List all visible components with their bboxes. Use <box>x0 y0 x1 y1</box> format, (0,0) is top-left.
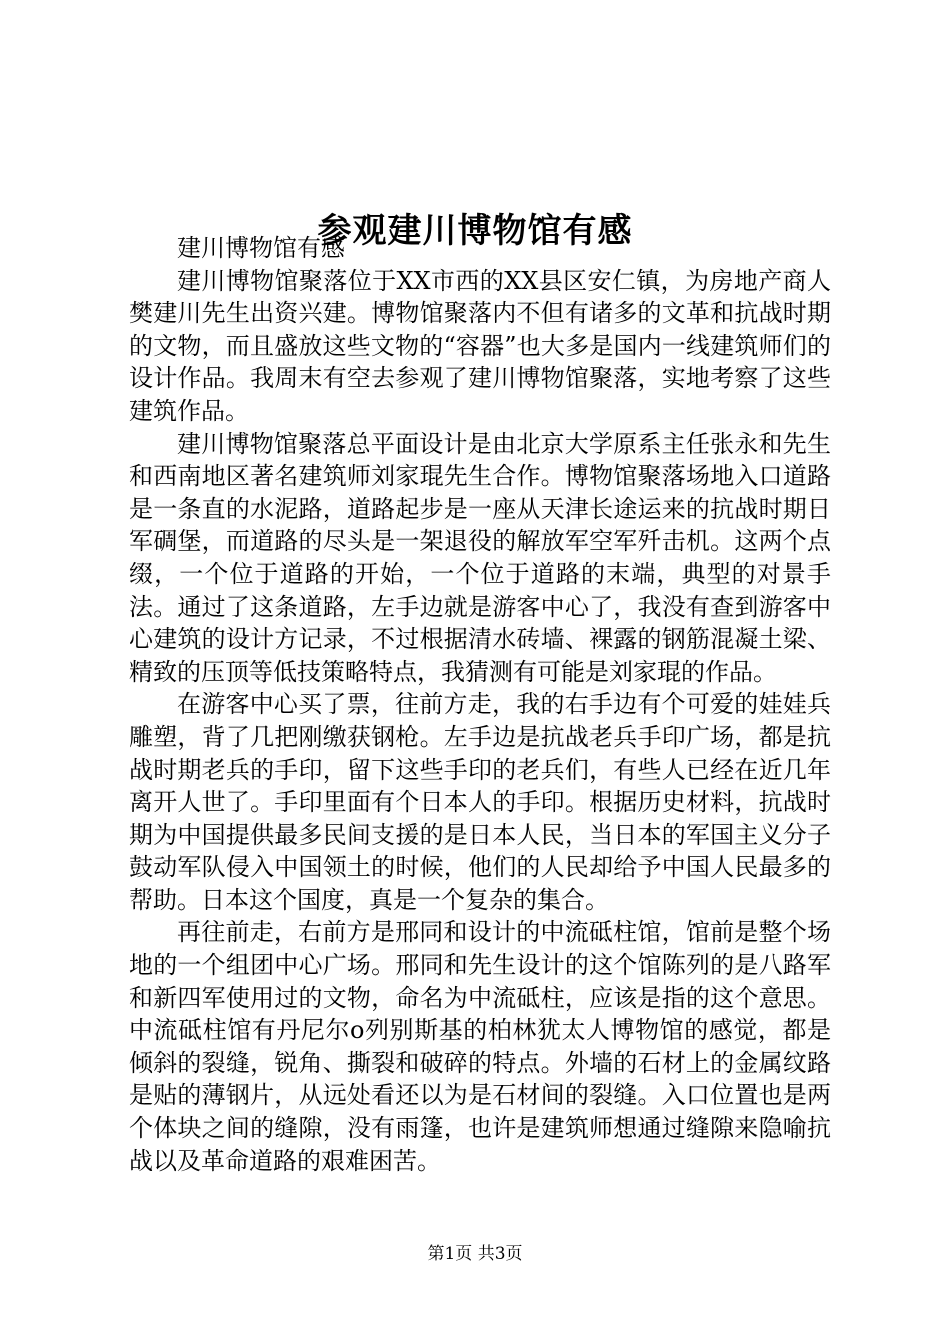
document-title: 参观建川博物馆有感 <box>317 210 633 251</box>
page-number-footer: 第1页 共3页 <box>427 1244 523 1264</box>
document-body <box>129 232 831 1177</box>
subtitle-paragraph: 建川博物馆有感 <box>177 234 345 262</box>
body-paragraph: 建川博物馆聚落总平面设计是由北京大学原系主任张永和先生和西南地区著名建筑师刘家琨先生合作。博物馆聚落场地入口道路是一条直的水泥路，道路起步是一座从天津长途运来的抗战时期日军碉堡，而道路的尽头是一架退役的解放军空军歼击机。这两个点缀，一个位于道路的开始，一个位于道路的末端，典型的对景手法。通过了这条道路，左手边就是游客中心了，我没有查到游客中心建筑的设计方记录，不过根据清水砖墙、裸露的钢筋混凝土梁、精致的压顶等低技策略特点，我猜测有可能是刘家琨的作品。 <box>129 429 831 686</box>
body-paragraph: 在游客中心买了票，往前方走，我的右手边有个可爱的娃娃兵雕塑，背了几把刚缴获钢枪。左手边是抗战老兵手印广场，都是抗战时期老兵的手印，留下这些手印的老兵们，有些人已经在近几年离开人世了。手印里面有个日本人的手印。根据历史材料，抗战时期为中国提供最多民间支援的是日本人民，当日本的军国主义分子鼓动军队侵入中国领土的时候，他们的人民却给予中国人民最多的帮助。日本这个国度，真是一个复杂的集合。 <box>129 690 831 914</box>
body-paragraph: 建川博物馆聚落位于XX市西的XX县区安仁镇，为房地产商人樊建川先生出资兴建。博物馆聚落内不但有诸多的文革和抗战时期的文物，而且盛放这些文物的“容器”也大多是国内一线建筑师们的设计作品。我周末有空去参观了建川博物馆聚落，实地考察了这些建筑作品。 <box>129 266 831 425</box>
body-paragraph: 再往前走，右前方是邢同和设计的中流砥柱馆，馆前是整个场地的一个组团中心广场。邢同和先生设计的这个馆陈列的是八路军和新四军使用过的文物，命名为中流砥柱，应该是指的这个意思。中流砥柱馆有丹尼尔o列别斯基的柏林犹太人博物馆的感觉，都是倾斜的裂缝，锐角、撕裂和破碎的特点。外墙的石材上的金属纹路是贴的薄钢片，从远处看还以为是石材间的裂缝。入口位置也是两个体块之间的缝隙，没有雨篷，也许是建筑师想通过缝隙来隐喻抗战以及革命道路的艰难困苦。 <box>129 918 831 1175</box>
